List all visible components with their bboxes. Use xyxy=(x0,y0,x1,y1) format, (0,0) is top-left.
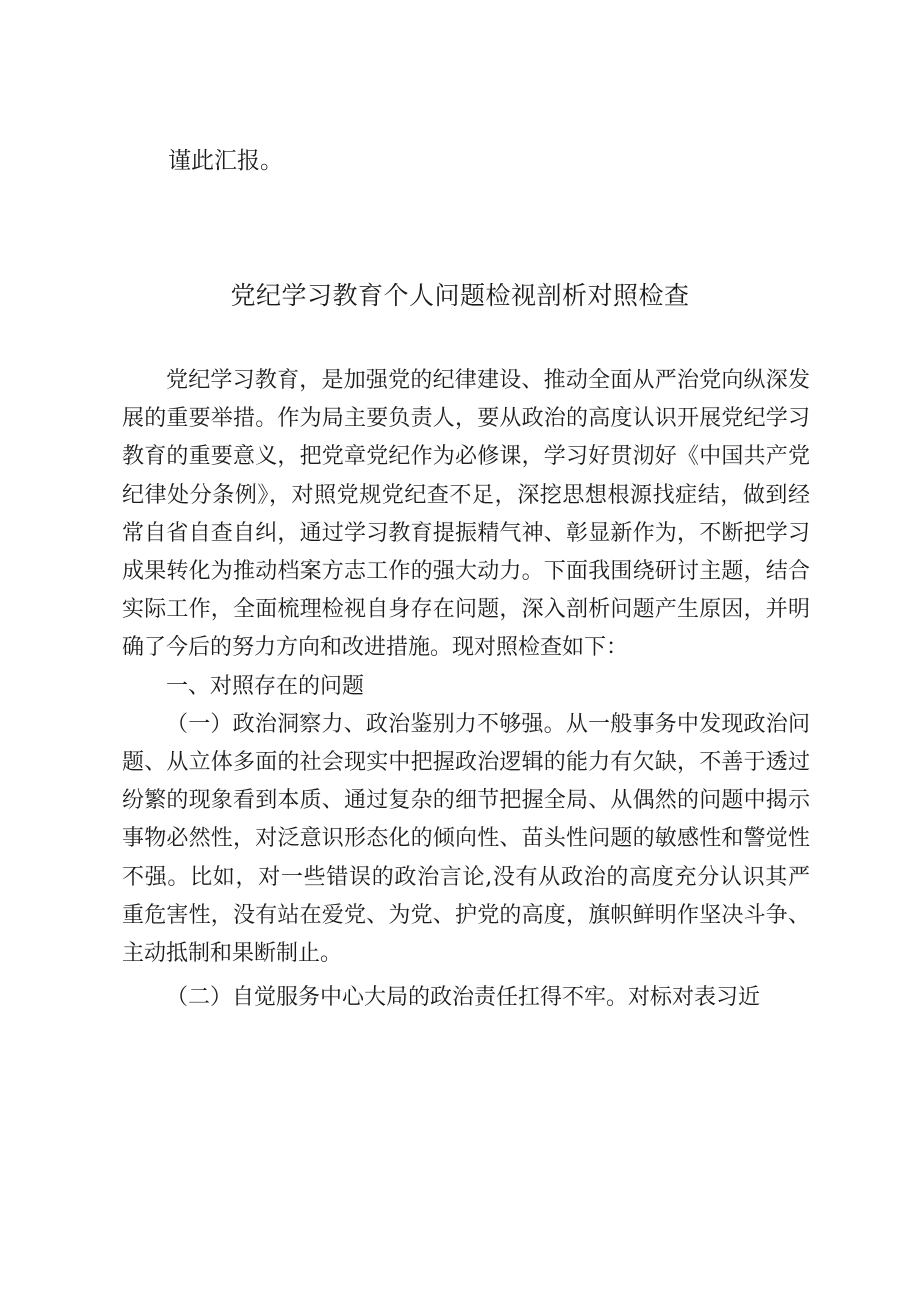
problem-item-2: （二）自觉服务中心大局的政治责任扛得不牢。对标对表习近 xyxy=(166,985,761,1011)
problem-item-1: （一）政治洞察力、政治鉴别力不够强。从一般事务中发现政治问题、从立体多面的社会现实中把握政治逻辑的能力有欠缺，不善于透过纷繁的现象看到本质、通过复杂的细节把握全局、从偶然的问题中揭示事物必然性，对泛意识形态化的倾向性、苗头性问题的敏感性和警觉性不强。比如，对一些错误的政治言论,没有从政治的高度充分认识其严重危害性，没有站在爱党、为党、护党的高度，旗帜鲜明作坚决斗争、主动抵制和果断制止。 xyxy=(122,711,810,967)
closing-line: 谨此汇报。 xyxy=(168,148,283,174)
section-heading: 一、对照存在的问题 xyxy=(166,673,365,699)
document-body xyxy=(122,362,810,1017)
document-title: 党纪学习教育个人问题检视剖析对照检查 xyxy=(230,281,690,310)
intro-paragraph: 党纪学习教育，是加强党的纪律建设、推动全面从严治党向纵深发展的重要举措。作为局主要负责人，要从政治的高度认识开展党纪学习教育的重要意义，把党章党纪作为必修课，学习好贯沏好《中国共产党纪律处分条例》，对照党规党纪查不足，深挖思想根源找症结，做到经常自省自查自纠，通过学习教育提振精气神、彰显新作为，不断把学习成果转化为推动档案方志工作的强大动力。下面我围绕研讨主题，结合实际工作，全面梳理检视自身存在问题，深入剖析问题产生原因，并明确了今后的努力方向和改进措施。现对照检查如下： xyxy=(122,368,810,661)
